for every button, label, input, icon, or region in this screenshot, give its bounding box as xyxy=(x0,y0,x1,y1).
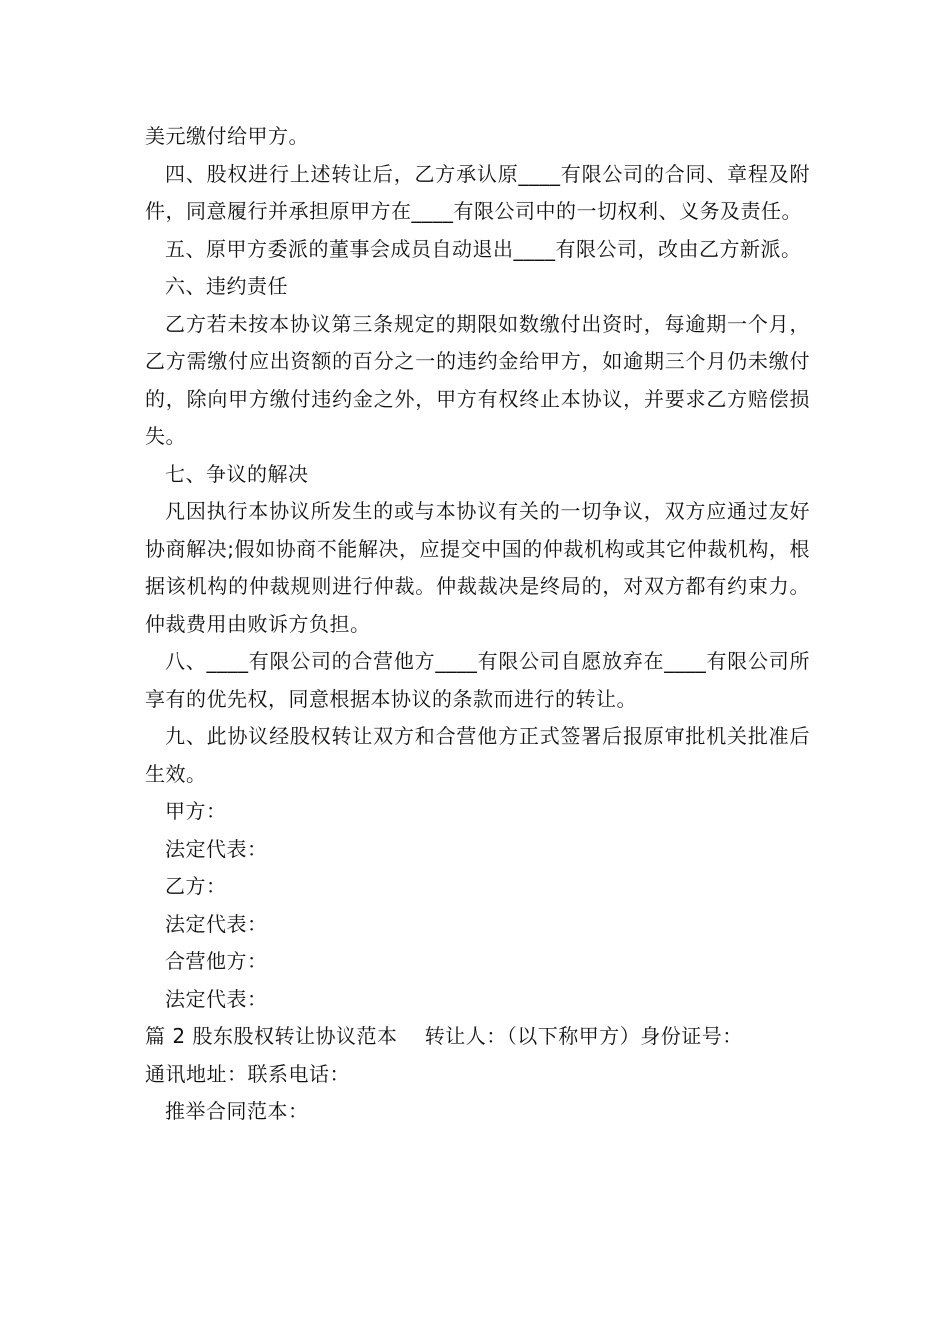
clause-six-heading: 六、违约责任 xyxy=(165,274,288,298)
clause-eight: 八、____有限公司的合营他方____有限公司自愿放弃在____有限公司所享有的优先权，同意根据本协议的条款而进行的转让。 xyxy=(145,649,810,711)
section-two-header: 篇 2 股东股权转让协议范本 转让人：（以下称甲方）身份证号： xyxy=(145,1024,743,1048)
recommend-line: 推举合同范本： xyxy=(165,1099,309,1123)
signature-legal-rep-jv: 法定代表： xyxy=(165,986,268,1011)
clause-seven-heading: 七、争议的解决 xyxy=(165,461,309,486)
signature-party-a: 甲方： xyxy=(165,799,227,823)
contact-line: 通讯地址：联系电话： xyxy=(145,1061,350,1086)
clause-six-body: 乙方若未按本协议第三条规定的期限如数缴付出资时，每逾期一个月，乙方需缴付应出资额的百分之一的违约金给甲方，如逾期三个月仍未缴付的，除向甲方缴付违约金之外，甲方有权终止本协议，并要求乙方赔偿损失。 xyxy=(145,311,810,448)
signature-party-b: 乙方： xyxy=(165,874,227,898)
clause-nine: 九、此协议经股权转让双方和合营他方正式签署后报原审批机关批准后生效。 xyxy=(145,724,810,786)
clause-five: 五、原甲方委派的董事会成员自动退出____有限公司，改由乙方新派。 xyxy=(165,236,802,261)
signature-legal-rep-a: 法定代表： xyxy=(165,836,268,861)
clause-four: 四、股权进行上述转让后，乙方承认原____有限公司的合同、章程及附件，同意履行并承担原甲方在____有限公司中的一切权利、义务及责任。 xyxy=(145,161,810,223)
document-body xyxy=(145,118,810,1131)
paragraph-continuation: 美元缴付给甲方。 xyxy=(145,124,309,148)
signature-legal-rep-b: 法定代表： xyxy=(165,911,268,936)
clause-seven-body: 凡因执行本协议所发生的或与本协议有关的一切争议，双方应通过友好协商解决;假如协商不能解决，应提交中国的仲裁机构或其它仲裁机构，根据该机构的仲裁规则进行仲裁。仲裁裁决是终局的，对双方都有约束力。仲裁费用由败诉方负担。 xyxy=(145,499,810,636)
signature-joint-venture: 合营他方： xyxy=(165,949,268,973)
